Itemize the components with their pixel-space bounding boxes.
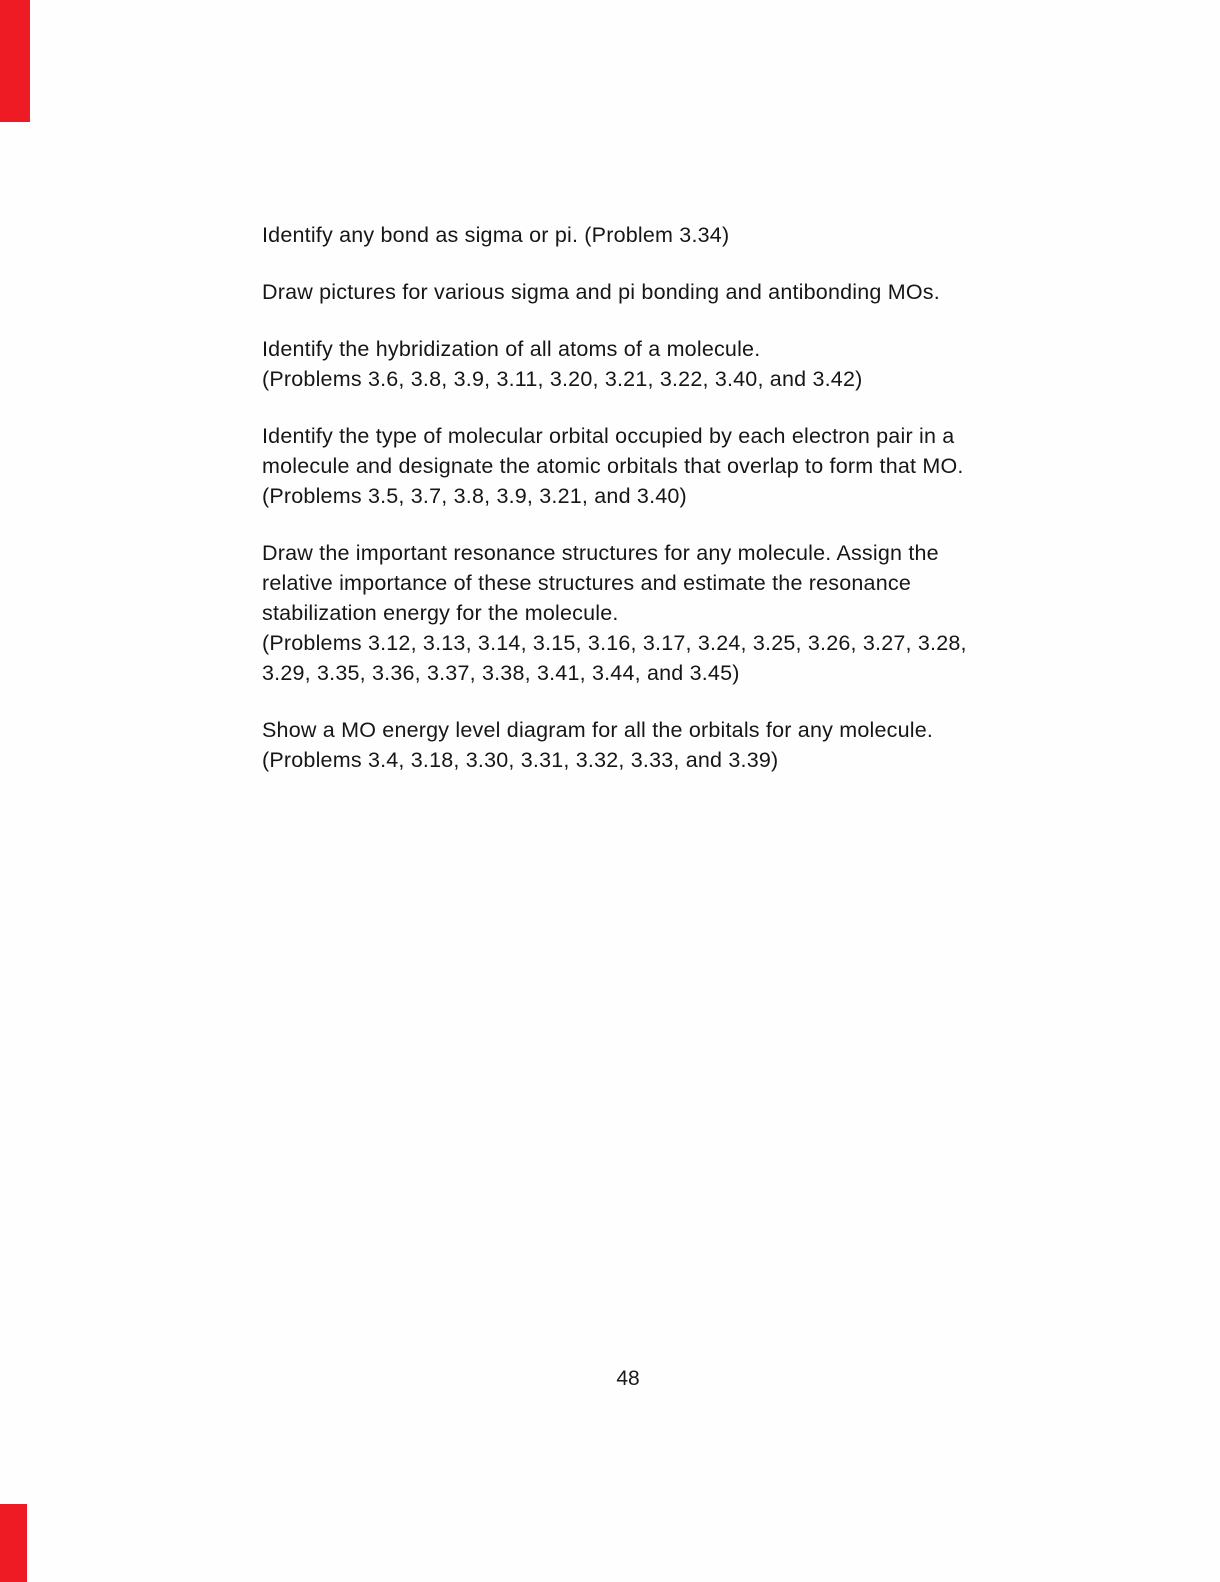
scan-artifact-top-left xyxy=(0,0,30,122)
paragraph-draw-mos xyxy=(262,277,1072,307)
text-line: (Problems 3.4, 3.18, 3.30, 3.31, 3.32, 3.33, and 3.39) xyxy=(262,748,779,772)
text-line: 3.29, 3.35, 3.36, 3.37, 3.38, 3.41, 3.44, and 3.45) xyxy=(262,661,740,685)
paragraph-hybridization xyxy=(262,334,1072,394)
paragraph-mo-energy-diagram xyxy=(262,715,1072,775)
text-line: stabilization energy for the molecule. xyxy=(262,601,619,625)
text-line: molecule and designate the atomic orbitals that overlap to form that MO. xyxy=(262,454,964,478)
text-line: (Problems 3.5, 3.7, 3.8, 3.9, 3.21, and 3.40) xyxy=(262,484,687,508)
text-line: Identify the hybridization of all atoms of a molecule. xyxy=(262,337,761,361)
text-line: Show a MO energy level diagram for all the orbitals for any molecule. xyxy=(262,718,934,742)
paragraph-resonance-structures xyxy=(262,538,1072,688)
text-line: Draw the important resonance structures for any molecule. Assign the xyxy=(262,541,939,565)
paragraph-molecular-orbital-type xyxy=(262,421,1072,511)
text-line: (Problems 3.6, 3.8, 3.9, 3.11, 3.20, 3.21, 3.22, 3.40, and 3.42) xyxy=(262,367,863,391)
text-line: Identify any bond as sigma or pi. (Problem 3.34) xyxy=(262,223,730,247)
text-line: relative importance of these structures and estimate the resonance xyxy=(262,571,911,595)
document-text-block xyxy=(262,220,1072,802)
text-line: Draw pictures for various sigma and pi bonding and antibonding MOs. xyxy=(262,280,940,304)
scan-artifact-bottom-left xyxy=(0,1504,27,1582)
text-line: (Problems 3.12, 3.13, 3.14, 3.15, 3.16, 3.17, 3.24, 3.25, 3.26, 3.27, 3.28, xyxy=(262,631,967,655)
text-line: Identify the type of molecular orbital occupied by each electron pair in a xyxy=(262,424,955,448)
paragraph-sigma-pi-bond xyxy=(262,220,1072,250)
page-number: 48 xyxy=(616,1367,640,1390)
